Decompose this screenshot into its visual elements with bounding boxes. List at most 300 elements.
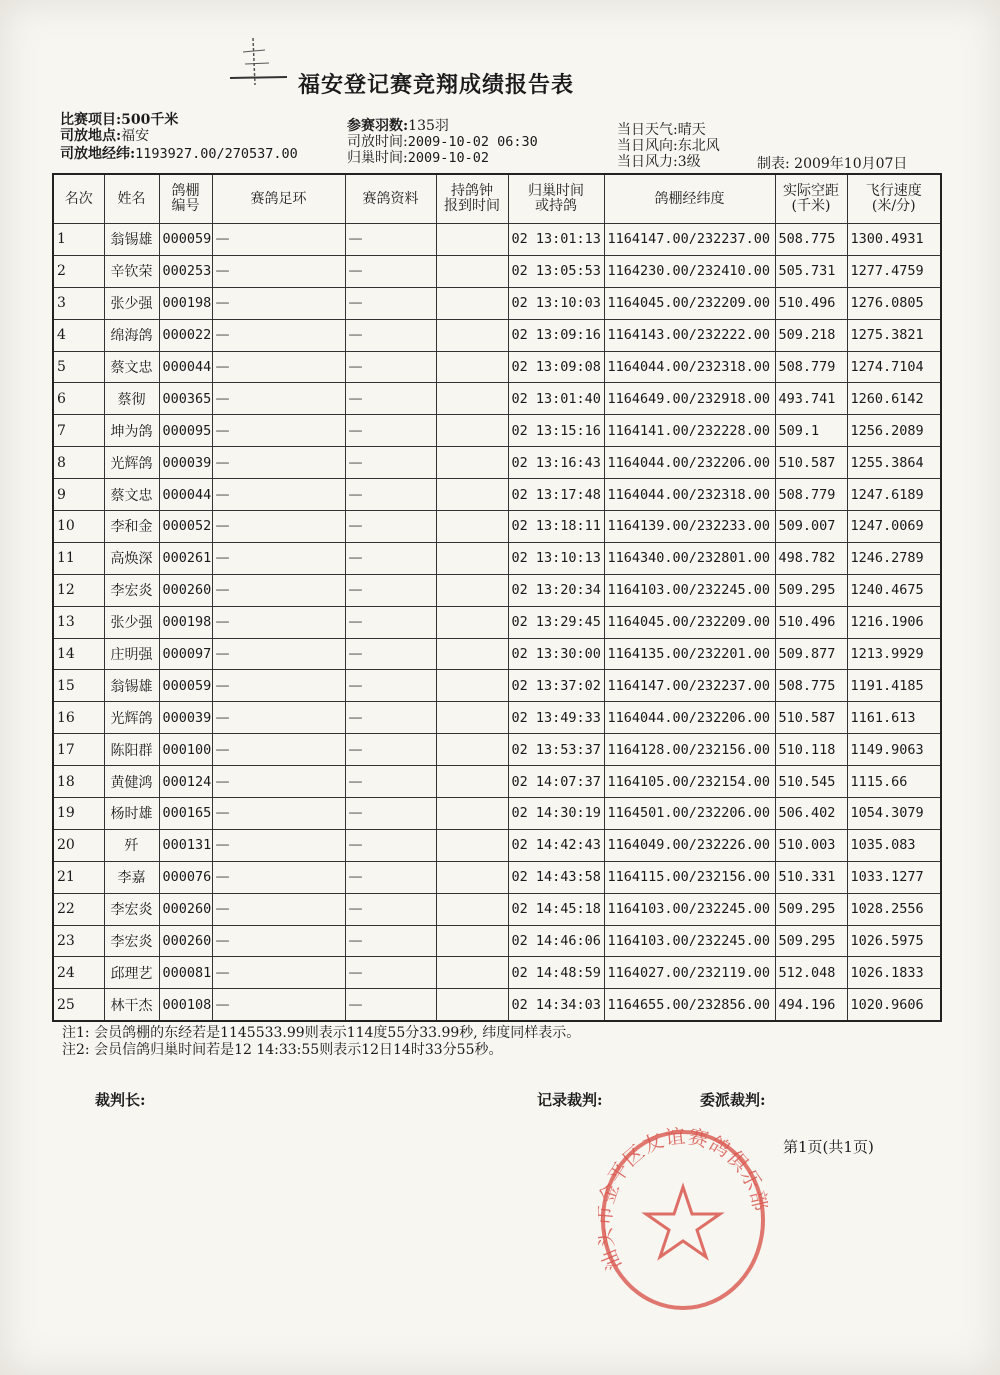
ring-cell: — — [212, 957, 345, 989]
loft-id-cell: 000165 — [159, 798, 212, 830]
info-weather: 当日天气:晴天 — [617, 122, 706, 138]
speed-cell: 1277.4759 — [847, 255, 941, 287]
ring-cell: — — [212, 415, 345, 447]
loft-id-cell: 000081 — [159, 957, 212, 989]
loft-coord-cell: 1164143.00/232222.00 — [604, 319, 775, 351]
loft-id-cell: 000198 — [159, 606, 212, 638]
ring-cell: — — [212, 447, 345, 479]
return-time-cell: 02 13:18:11 — [508, 511, 604, 543]
return-time-cell: 02 13:01:40 — [508, 383, 604, 415]
rank-cell: 24 — [53, 957, 104, 989]
speed-cell: 1276.0805 — [847, 287, 941, 319]
ring-cell: — — [212, 798, 345, 830]
ring-cell: — — [212, 861, 345, 893]
table-row — [53, 798, 941, 830]
loft-id-cell: 000253 — [159, 255, 212, 287]
info-cell: — — [345, 255, 436, 287]
info-release-coords: 司放地经纬:1193927.00/270537.00 — [60, 146, 298, 162]
rank-cell: 3 — [53, 287, 104, 319]
loft-coord-cell: 1164147.00/232237.00 — [604, 224, 775, 256]
distance-cell: 510.545 — [775, 766, 847, 798]
name-cell: 邱理艺 — [104, 957, 159, 989]
info-release-time: 司放时间:2009-10-02 06:30 — [347, 134, 538, 150]
info-cell: — — [345, 542, 436, 574]
return-time-cell: 02 13:09:08 — [508, 351, 604, 383]
loft-coord-cell: 1164027.00/232119.00 — [604, 957, 775, 989]
return-time-cell: 02 13:16:43 — [508, 447, 604, 479]
ring-cell: — — [212, 511, 345, 543]
loft-coord-cell: 1164135.00/232201.00 — [604, 638, 775, 670]
table-row — [53, 989, 941, 1021]
name-cell: 翁锡雄 — [104, 670, 159, 702]
speed-cell: 1246.2789 — [847, 542, 941, 574]
loft-coord-cell: 1164049.00/232226.00 — [604, 829, 775, 861]
name-cell: 李宏炎 — [104, 574, 159, 606]
return-time-cell: 02 13:10:03 — [508, 287, 604, 319]
info-event: 比赛项目:500千米 — [60, 112, 179, 128]
rank-cell: 6 — [53, 383, 104, 415]
clock-cell — [436, 766, 508, 798]
speed-cell: 1115.66 — [847, 766, 941, 798]
name-cell: 蔡彻 — [104, 383, 159, 415]
clock-cell — [436, 351, 508, 383]
rank-cell: 25 — [53, 989, 104, 1021]
distance-cell: 512.048 — [775, 957, 847, 989]
distance-cell: 509.1 — [775, 415, 847, 447]
info-cell: — — [345, 798, 436, 830]
loft-id-cell: 000260 — [159, 893, 212, 925]
speed-cell: 1020.9606 — [847, 989, 941, 1021]
ring-cell: — — [212, 766, 345, 798]
header-cell: 实际空距 (千米) — [775, 174, 847, 224]
table-row — [53, 638, 941, 670]
header-cell: 姓名 — [104, 174, 159, 224]
table-header-row — [53, 174, 941, 224]
table-row — [53, 734, 941, 766]
name-cell: 杨时雄 — [104, 798, 159, 830]
speed-cell: 1213.9929 — [847, 638, 941, 670]
return-time-cell: 02 13:17:48 — [508, 479, 604, 511]
svg-text:汕头市金平区友谊赛鸽俱乐部: 汕 平区友谊赛鸽俱乐 — [598, 1125, 767, 1274]
name-cell: 张少强 — [104, 606, 159, 638]
speed-cell: 1300.4931 — [847, 224, 941, 256]
speed-cell: 1260.6142 — [847, 383, 941, 415]
ring-cell: — — [212, 319, 345, 351]
loft-coord-cell: 1164115.00/232156.00 — [604, 861, 775, 893]
speed-cell: 1026.1833 — [847, 957, 941, 989]
distance-cell: 494.196 — [775, 989, 847, 1021]
name-cell: 陈阳群 — [104, 734, 159, 766]
loft-coord-cell: 1164128.00/232156.00 — [604, 734, 775, 766]
return-time-cell: 02 13:20:34 — [508, 574, 604, 606]
ring-cell: — — [212, 542, 345, 574]
name-cell: 李和金 — [104, 511, 159, 543]
info-cell: — — [345, 702, 436, 734]
ring-cell: — — [212, 925, 345, 957]
return-time-cell: 02 14:45:18 — [508, 893, 604, 925]
rank-cell: 16 — [53, 702, 104, 734]
loft-id-cell: 000039 — [159, 447, 212, 479]
loft-coord-cell: 1164045.00/232209.00 — [604, 606, 775, 638]
header-cell: 鸽棚经纬度 — [604, 174, 775, 224]
clock-cell — [436, 670, 508, 702]
distance-cell: 510.003 — [775, 829, 847, 861]
ring-cell: — — [212, 224, 345, 256]
name-cell: 李宏炎 — [104, 925, 159, 957]
loft-coord-cell: 1164044.00/232318.00 — [604, 479, 775, 511]
distance-cell: 510.496 — [775, 606, 847, 638]
loft-coord-cell: 1164139.00/232233.00 — [604, 511, 775, 543]
loft-coord-cell: 1164103.00/232245.00 — [604, 893, 775, 925]
info-cell: — — [345, 670, 436, 702]
return-time-cell: 02 14:34:03 — [508, 989, 604, 1021]
return-time-cell: 02 13:29:45 — [508, 606, 604, 638]
clock-cell — [436, 861, 508, 893]
distance-cell: 509.007 — [775, 511, 847, 543]
return-time-cell: 02 13:49:33 — [508, 702, 604, 734]
distance-cell: 508.775 — [775, 670, 847, 702]
table-row — [53, 829, 941, 861]
rank-cell: 17 — [53, 734, 104, 766]
ring-cell: — — [212, 734, 345, 766]
distance-cell: 498.782 — [775, 542, 847, 574]
loft-coord-cell: 1164045.00/232209.00 — [604, 287, 775, 319]
table-row — [53, 861, 941, 893]
rank-cell: 1 — [53, 224, 104, 256]
return-time-cell: 02 13:10:13 — [508, 542, 604, 574]
ring-cell: — — [212, 989, 345, 1021]
name-cell: 黄健鸿 — [104, 766, 159, 798]
note-2: 注2: 会员信鸽归巢时间若是12 14:33:55则表示12日14时33分55秒。 — [62, 1042, 503, 1058]
info-return-time: 归巢时间:2009-10-02 — [347, 150, 489, 166]
info-wind-force: 当日风力:3级 — [617, 154, 701, 170]
distance-cell: 510.496 — [775, 287, 847, 319]
results-table — [52, 173, 942, 1022]
clock-cell — [436, 255, 508, 287]
clock-cell — [436, 574, 508, 606]
return-time-cell: 02 14:48:59 — [508, 957, 604, 989]
loft-id-cell: 000076 — [159, 861, 212, 893]
distance-cell: 509.877 — [775, 638, 847, 670]
header-cell: 飞行速度 (米/分) — [847, 174, 941, 224]
rank-cell: 7 — [53, 415, 104, 447]
speed-cell: 1240.4675 — [847, 574, 941, 606]
name-cell: 李宏炎 — [104, 893, 159, 925]
clock-cell — [436, 542, 508, 574]
distance-cell: 509.295 — [775, 893, 847, 925]
name-cell: 李嘉 — [104, 861, 159, 893]
delegated-referee-label: 委派裁判: — [700, 1091, 766, 1109]
clock-cell — [436, 224, 508, 256]
ring-cell: — — [212, 574, 345, 606]
rank-cell: 13 — [53, 606, 104, 638]
speed-cell: 1247.0069 — [847, 511, 941, 543]
ring-cell: — — [212, 893, 345, 925]
rank-cell: 5 — [53, 351, 104, 383]
info-cell: — — [345, 989, 436, 1021]
rank-cell: 9 — [53, 479, 104, 511]
ring-cell: — — [212, 383, 345, 415]
loft-id-cell: 000022 — [159, 319, 212, 351]
speed-cell: 1149.9063 — [847, 734, 941, 766]
rank-cell: 2 — [53, 255, 104, 287]
loft-id-cell: 000124 — [159, 766, 212, 798]
loft-coord-cell: 1164230.00/232410.00 — [604, 255, 775, 287]
info-cell: — — [345, 224, 436, 256]
table-row — [53, 702, 941, 734]
header-cell: 赛鸽足环 — [212, 174, 345, 224]
info-cell: — — [345, 829, 436, 861]
loft-id-cell: 000044 — [159, 351, 212, 383]
speed-cell: 1026.5975 — [847, 925, 941, 957]
info-release-site: 司放地点:福安 — [60, 128, 150, 144]
distance-cell: 508.779 — [775, 479, 847, 511]
loft-coord-cell: 1164044.00/232206.00 — [604, 702, 775, 734]
return-time-cell: 02 13:05:53 — [508, 255, 604, 287]
table-row — [53, 766, 941, 798]
rank-cell: 8 — [53, 447, 104, 479]
chief-referee-label: 裁判长: — [95, 1091, 146, 1109]
header-cell: 持鸽钟 报到时间 — [436, 174, 508, 224]
distance-cell: 493.741 — [775, 383, 847, 415]
return-time-cell: 02 13:53:37 — [508, 734, 604, 766]
loft-id-cell: 000365 — [159, 383, 212, 415]
loft-coord-cell: 1164147.00/232237.00 — [604, 670, 775, 702]
speed-cell: 1191.4185 — [847, 670, 941, 702]
distance-cell: 510.331 — [775, 861, 847, 893]
name-cell: 蔡文忠 — [104, 351, 159, 383]
info-wind-direction: 当日风向:东北风 — [617, 138, 720, 154]
ring-cell: — — [212, 351, 345, 383]
speed-cell: 1256.2089 — [847, 415, 941, 447]
info-cell: — — [345, 383, 436, 415]
distance-cell: 508.775 — [775, 224, 847, 256]
speed-cell: 1275.3821 — [847, 319, 941, 351]
recording-referee-label: 记录裁判: — [537, 1091, 603, 1109]
speed-cell: 1028.2556 — [847, 893, 941, 925]
info-cell: — — [345, 479, 436, 511]
loft-coord-cell: 1164501.00/232206.00 — [604, 798, 775, 830]
speed-cell: 1247.6189 — [847, 479, 941, 511]
loft-id-cell: 000059 — [159, 670, 212, 702]
clock-cell — [436, 383, 508, 415]
info-cell: — — [345, 734, 436, 766]
speed-cell: 1274.7104 — [847, 351, 941, 383]
speed-cell: 1255.3864 — [847, 447, 941, 479]
rank-cell: 20 — [53, 829, 104, 861]
loft-id-cell: 000059 — [159, 224, 212, 256]
ring-cell: — — [212, 479, 345, 511]
rank-cell: 18 — [53, 766, 104, 798]
return-time-cell: 02 14:43:58 — [508, 861, 604, 893]
speed-cell: 1033.1277 — [847, 861, 941, 893]
loft-coord-cell: 1164655.00/232856.00 — [604, 989, 775, 1021]
info-entries: 参赛羽数:135羽 — [347, 118, 449, 134]
loft-id-cell: 000052 — [159, 511, 212, 543]
loft-coord-cell: 1164649.00/232918.00 — [604, 383, 775, 415]
clock-cell — [436, 798, 508, 830]
page-number: 第1页(共1页) — [783, 1138, 874, 1156]
table-row — [53, 574, 941, 606]
info-cell: — — [345, 415, 436, 447]
speed-cell: 1054.3079 — [847, 798, 941, 830]
return-time-cell: 02 14:46:06 — [508, 925, 604, 957]
clock-cell — [436, 989, 508, 1021]
info-cell: — — [345, 606, 436, 638]
loft-id-cell: 000044 — [159, 479, 212, 511]
name-cell: 辛钦荣 — [104, 255, 159, 287]
clock-cell — [436, 638, 508, 670]
loft-coord-cell: 1164340.00/232801.00 — [604, 542, 775, 574]
table-row — [53, 957, 941, 989]
clock-cell — [436, 511, 508, 543]
clock-cell — [436, 702, 508, 734]
header-cell: 鸽棚 编号 — [159, 174, 212, 224]
loft-id-cell: 000039 — [159, 702, 212, 734]
table-row — [53, 606, 941, 638]
rank-cell: 23 — [53, 925, 104, 957]
table-row — [53, 479, 941, 511]
club-seal — [598, 1125, 768, 1315]
name-cell: 林干杰 — [104, 989, 159, 1021]
loft-id-cell: 000131 — [159, 829, 212, 861]
ring-cell: — — [212, 702, 345, 734]
clock-cell — [436, 319, 508, 351]
report-title: 福安登记赛竞翔成绩报告表 — [298, 72, 575, 98]
distance-cell: 508.779 — [775, 351, 847, 383]
table-row — [53, 925, 941, 957]
header-cell: 归巢时间 或持鸽 — [508, 174, 604, 224]
speed-cell: 1161.613 — [847, 702, 941, 734]
loft-id-cell: 000108 — [159, 989, 212, 1021]
ring-cell: — — [212, 829, 345, 861]
return-time-cell: 02 14:30:19 — [508, 798, 604, 830]
name-cell: 光辉鸽 — [104, 702, 159, 734]
clock-cell — [436, 415, 508, 447]
distance-cell: 505.731 — [775, 255, 847, 287]
info-cell: — — [345, 447, 436, 479]
table-row — [53, 415, 941, 447]
name-cell: 坤为鸽 — [104, 415, 159, 447]
distance-cell: 509.295 — [775, 574, 847, 606]
rank-cell: 4 — [53, 319, 104, 351]
pen-scribble — [225, 30, 295, 90]
rank-cell: 11 — [53, 542, 104, 574]
name-cell: 翁锡雄 — [104, 224, 159, 256]
info-cell: — — [345, 638, 436, 670]
distance-cell: 510.587 — [775, 447, 847, 479]
rank-cell: 21 — [53, 861, 104, 893]
return-time-cell: 02 13:01:13 — [508, 224, 604, 256]
table-row — [53, 255, 941, 287]
rank-cell: 10 — [53, 511, 104, 543]
loft-coord-cell: 1164103.00/232245.00 — [604, 925, 775, 957]
table-row — [53, 224, 941, 256]
loft-id-cell: 000260 — [159, 925, 212, 957]
clock-cell — [436, 829, 508, 861]
name-cell: 蔡文忠 — [104, 479, 159, 511]
loft-coord-cell: 1164044.00/232206.00 — [604, 447, 775, 479]
table-row — [53, 287, 941, 319]
table-row — [53, 447, 941, 479]
distance-cell: 509.295 — [775, 925, 847, 957]
clock-cell — [436, 447, 508, 479]
return-time-cell: 02 14:07:37 — [508, 766, 604, 798]
table-row — [53, 383, 941, 415]
speed-cell: 1216.1906 — [847, 606, 941, 638]
return-time-cell: 02 13:15:16 — [508, 415, 604, 447]
loft-coord-cell: 1164103.00/232245.00 — [604, 574, 775, 606]
info-cell: — — [345, 574, 436, 606]
info-cell: — — [345, 766, 436, 798]
ring-cell: — — [212, 255, 345, 287]
rank-cell: 19 — [53, 798, 104, 830]
name-cell: 庄明强 — [104, 638, 159, 670]
ring-cell: — — [212, 638, 345, 670]
rank-cell: 15 — [53, 670, 104, 702]
header-cell: 名次 — [53, 174, 104, 224]
info-cell: — — [345, 511, 436, 543]
table-row — [53, 670, 941, 702]
table-body — [53, 224, 941, 1022]
distance-cell: 510.118 — [775, 734, 847, 766]
clock-cell — [436, 893, 508, 925]
table-row — [53, 319, 941, 351]
loft-coord-cell: 1164105.00/232154.00 — [604, 766, 775, 798]
return-time-cell: 02 13:09:16 — [508, 319, 604, 351]
name-cell: 高焕深 — [104, 542, 159, 574]
distance-cell: 510.587 — [775, 702, 847, 734]
info-cell: — — [345, 351, 436, 383]
name-cell: 张少强 — [104, 287, 159, 319]
clock-cell — [436, 734, 508, 766]
ring-cell: — — [212, 670, 345, 702]
loft-id-cell: 000260 — [159, 574, 212, 606]
table-row — [53, 542, 941, 574]
loft-coord-cell: 1164141.00/232228.00 — [604, 415, 775, 447]
distance-cell: 509.218 — [775, 319, 847, 351]
info-cell: — — [345, 287, 436, 319]
rank-cell: 12 — [53, 574, 104, 606]
header-cell: 赛鸽资料 — [345, 174, 436, 224]
loft-id-cell: 000198 — [159, 287, 212, 319]
table-row — [53, 893, 941, 925]
loft-coord-cell: 1164044.00/232318.00 — [604, 351, 775, 383]
table-row — [53, 351, 941, 383]
return-time-cell: 02 13:30:00 — [508, 638, 604, 670]
info-cell: — — [345, 925, 436, 957]
loft-id-cell: 000100 — [159, 734, 212, 766]
clock-cell — [436, 957, 508, 989]
clock-cell — [436, 606, 508, 638]
name-cell: 光辉鸽 — [104, 447, 159, 479]
info-cell: — — [345, 319, 436, 351]
info-cell: — — [345, 957, 436, 989]
return-time-cell: 02 14:42:43 — [508, 829, 604, 861]
info-cell: — — [345, 893, 436, 925]
clock-cell — [436, 925, 508, 957]
speed-cell: 1035.083 — [847, 829, 941, 861]
clock-cell — [436, 479, 508, 511]
ring-cell: — — [212, 287, 345, 319]
rank-cell: 22 — [53, 893, 104, 925]
info-made-date: 制表: 2009年10月07日 — [757, 156, 908, 172]
info-cell: — — [345, 861, 436, 893]
return-time-cell: 02 13:37:02 — [508, 670, 604, 702]
ring-cell: — — [212, 606, 345, 638]
name-cell: 绵海鸽 — [104, 319, 159, 351]
rank-cell: 14 — [53, 638, 104, 670]
